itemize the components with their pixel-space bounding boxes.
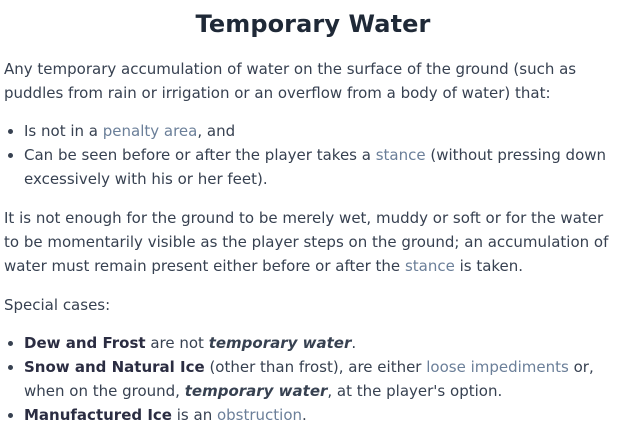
list-item	[24, 143, 622, 191]
page-title: Temporary Water	[195, 10, 431, 38]
rule-text: is taken.	[454, 257, 524, 275]
obstruction-link[interactable]: obstruction	[216, 406, 303, 424]
list-item	[24, 119, 622, 143]
special-cases-list	[4, 331, 622, 427]
condition-text: , and	[197, 122, 236, 140]
snow-ice-term: Snow and Natural Ice	[24, 358, 205, 376]
loose-impediments-link[interactable]: loose impediments	[426, 358, 569, 376]
dew-frost-term: Dew and Frost	[24, 334, 146, 352]
temporary-water-term: temporary water	[184, 382, 328, 400]
case-text: , at the player's option.	[327, 382, 503, 400]
case-text: is an	[171, 406, 217, 424]
condition-text: Is not in a	[24, 122, 103, 140]
rule-paragraph	[4, 206, 622, 278]
list-item	[24, 355, 622, 403]
condition-text: Can be seen before or after the player takes a	[24, 146, 376, 164]
condition-text: (without pressing down excessively with his or her feet).	[24, 146, 607, 188]
rule-text: It is not enough for the ground to be merely wet, muddy or soft or for the water to be momentarily visible as the player steps on the ground; an accumulation of water must remain present either before or after the	[4, 209, 609, 275]
special-cases-heading: Special cases:	[4, 296, 111, 314]
case-text: .	[302, 406, 307, 424]
case-text: (other than frost), are either	[204, 358, 427, 376]
case-text: are not	[145, 334, 209, 352]
conditions-list	[4, 119, 622, 191]
list-item	[24, 331, 622, 355]
stance-link[interactable]: stance	[375, 146, 426, 164]
penalty-area-link[interactable]: penalty area	[102, 122, 198, 140]
stance-link[interactable]: stance	[404, 257, 455, 275]
case-text: .	[351, 334, 357, 352]
temporary-water-term: temporary water	[208, 334, 352, 352]
list-item	[24, 403, 622, 427]
manufactured-ice-term: Manufactured Ice	[24, 406, 172, 424]
intro-paragraph: Any temporary accumulation of water on the surface of the ground (such as puddles from rain or irrigation or an overflow from a body of water) that:	[4, 60, 577, 102]
case-text: or, when on the ground,	[24, 358, 594, 400]
